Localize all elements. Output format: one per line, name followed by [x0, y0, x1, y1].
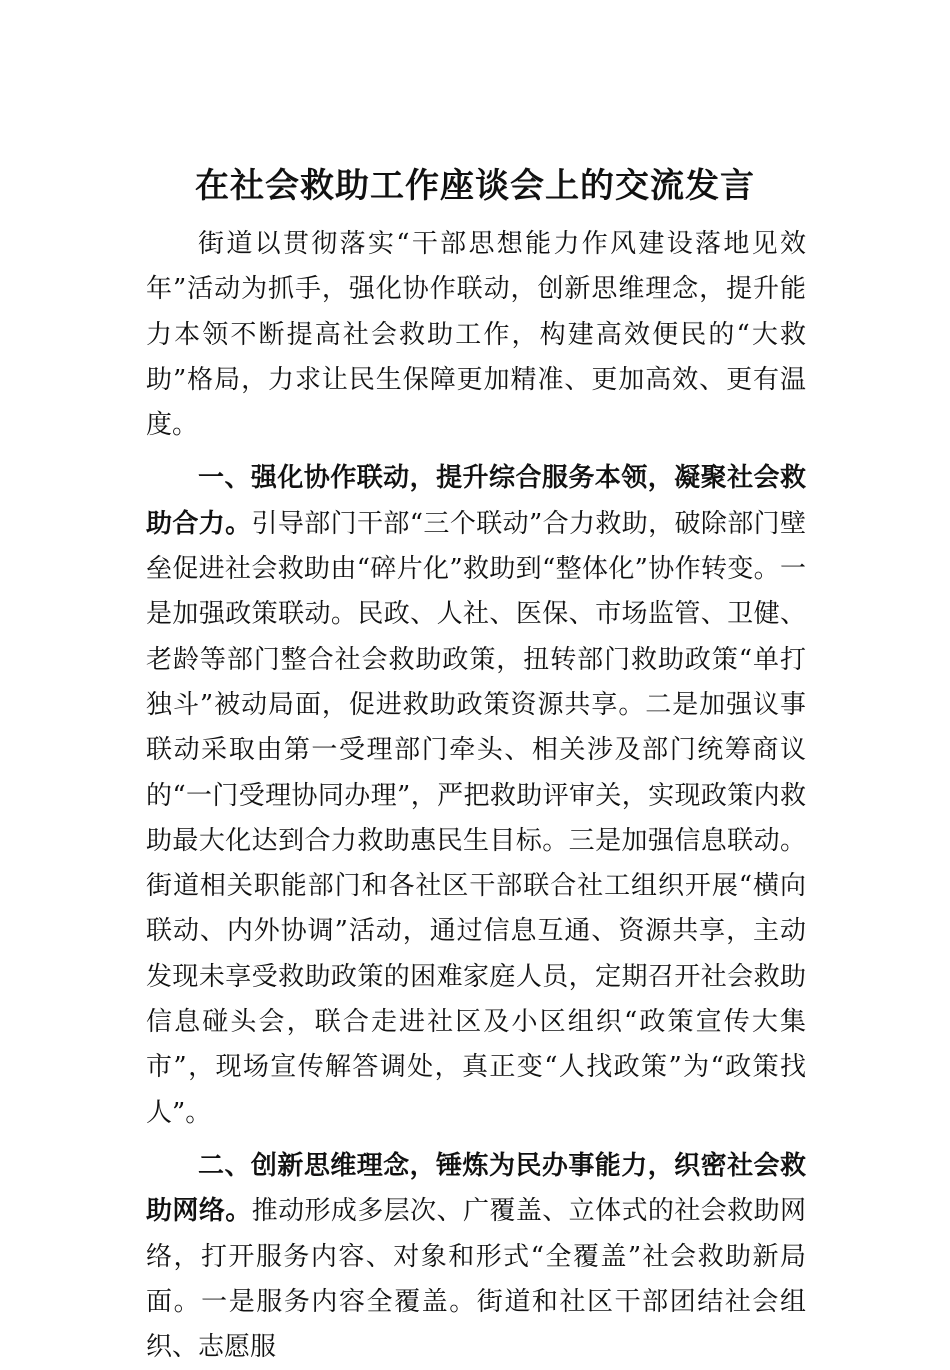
document-body — [146, 222, 806, 1370]
document-title: 在社会救助工作座谈会上的交流发言 — [195, 166, 755, 206]
section-2-text: 推动形成多层次、广覆盖、立体式的社会救助网络，打开服务内容、对象和形式“全覆盖”社会救助新局面。一是服务内容全覆盖。街道和社区干部团结社会组织、志愿服 — [146, 1196, 806, 1363]
paragraph-intro-text: 街道以贯彻落实“干部思想能力作风建设落地见效年”活动为抓手，强化协作联动，创新思维理念，提升能力本领不断提高社会救助工作，构建高效便民的“大救助”格局，力求让民生保障更加精准、更加高效、更有温度。 — [146, 229, 806, 441]
paragraph-section-1 — [146, 456, 806, 1135]
section-1-heading: 一、强化协作联动，提升综合服务本领，凝聚社会救助合力。 — [146, 463, 806, 539]
section-2-heading: 二、创新思维理念，锤炼为民办事能力，织密社会救助网络。 — [146, 1150, 806, 1227]
section-1-text: 引导部门干部“三个联动”合力救助，破除部门壁垒促进社会救助由“碎片化”救助到“整体化”协作转变。一是加强政策联动。民政、人社、医保、市场监管、卫健、老龄等部门整合社会救助政策，扭转部门救助政策“单打独斗”被动局面，促进救助政策资源共享。二是加强议事联动采取由第一受理部门牵头、相关涉及部门统筹商议的“一门受理协同办理”，严把救助评审关，实现政策内救助最大化达到合力救助惠民生目标。三是加强信息联动。街道相关职能部门和各社区干部联合社工组织开展“横向联动、内外协调”活动，通过信息互通、资源共享，主动发现未享受救助政策的困难家庭人员，定期召开社会救助信息碰头会，联合走进社区及小区组织“政策宣传大集市”，现场宣传解答调处，真正变“人找政策”为“政策找人”。 — [146, 508, 806, 1128]
paragraph-intro — [146, 222, 806, 448]
paragraph-section-2 — [146, 1144, 806, 1370]
